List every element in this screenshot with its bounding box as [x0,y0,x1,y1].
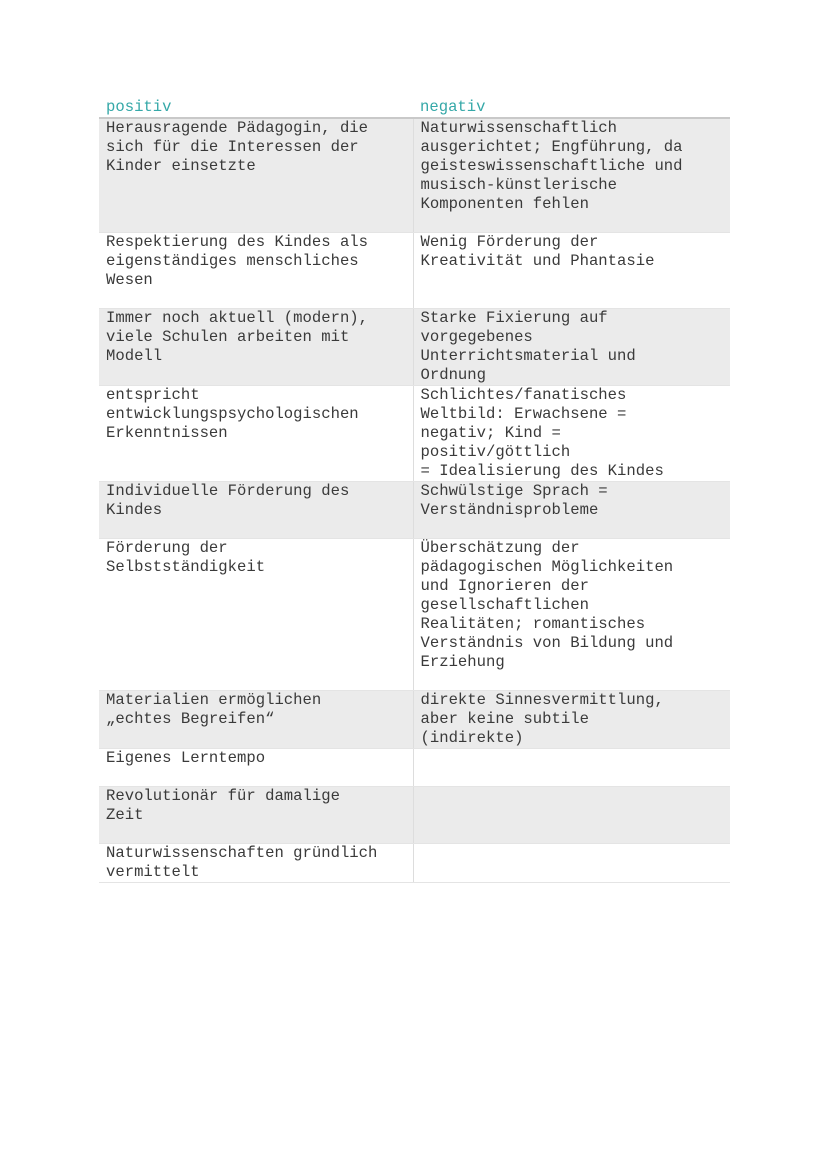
cell-negative: Starke Fixierung auf vorgegebenes Unterrichtsmaterial und Ordnung [413,308,730,385]
table-row [99,690,730,748]
cell-positive: Eigenes Lerntempo [99,748,413,786]
cell-negative [413,748,730,786]
cell-negative: direkte Sinnesvermittlung, aber keine subtile (indirekte) [413,690,730,748]
cell-positive: entspricht entwicklungspsychologischen Erkenntnissen [99,385,413,481]
cell-negative: Überschätzung der pädagogischen Möglichkeiten und Ignorieren der gesellschaftlichen Realitäten; romantisches Verständnis von Bildung und Erziehung [413,538,730,690]
table-header-row [99,96,730,118]
comparison-table [99,96,730,883]
cell-positive: Naturwissenschaften gründlich vermittelt [99,843,413,882]
table-row [99,385,730,481]
cell-negative [413,786,730,843]
cell-negative: Wenig Förderung der Kreativität und Phantasie [413,232,730,308]
table-row [99,481,730,538]
cell-positive: Herausragende Pädagogin, die sich für die Interessen der Kinder einsetzte [99,118,413,232]
cell-negative: Schlichtes/fanatisches Weltbild: Erwachsene = negativ; Kind = positiv/göttlich = Idealisierung des Kindes [413,385,730,481]
header-negative: negativ [413,96,730,118]
cell-positive: Immer noch aktuell (modern), viele Schulen arbeiten mit Modell [99,308,413,385]
table-row [99,748,730,786]
document-page [99,96,730,883]
cell-negative [413,843,730,882]
table-row [99,843,730,882]
table-row [99,308,730,385]
cell-positive: Individuelle Förderung des Kindes [99,481,413,538]
table-row [99,786,730,843]
table-row [99,118,730,232]
cell-positive: Revolutionär für damalige Zeit [99,786,413,843]
cell-positive: Materialien ermöglichen „echtes Begreifen“ [99,690,413,748]
table-row [99,232,730,308]
cell-negative: Schwülstige Sprach = Verständnisprobleme [413,481,730,538]
header-positive: positiv [99,96,413,118]
cell-positive: Respektierung des Kindes als eigenständiges menschliches Wesen [99,232,413,308]
cell-positive: Förderung der Selbstständigkeit [99,538,413,690]
cell-negative: Naturwissenschaftlich ausgerichtet; Engführung, da geisteswissenschaftliche und musisch-künstlerische Komponenten fehlen [413,118,730,232]
table-row [99,538,730,690]
